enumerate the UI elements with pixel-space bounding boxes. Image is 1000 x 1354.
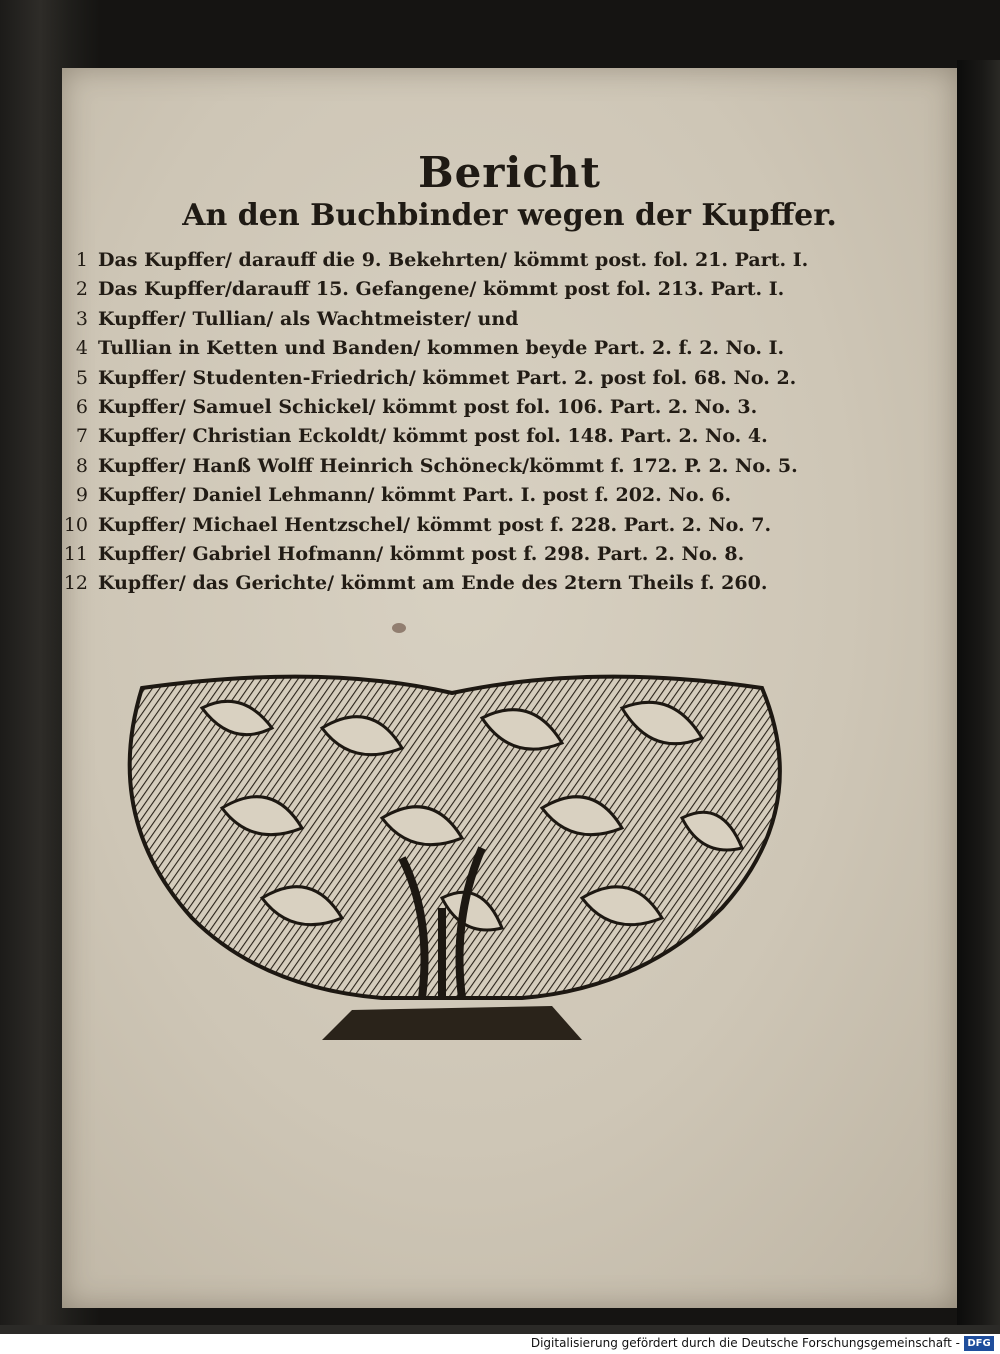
list-item (54, 305, 854, 334)
list-item (54, 540, 854, 569)
list-item (54, 334, 854, 363)
entry-number: 6 (75, 395, 88, 418)
entry-number: 4 (75, 337, 88, 360)
entry-number: 3 (75, 307, 88, 330)
list-item (54, 511, 854, 540)
dfg-logo: DFG (964, 1336, 994, 1351)
book-edge (957, 60, 1000, 1325)
entry-number: 9 (75, 484, 88, 507)
ink-blot (392, 623, 406, 633)
entry-number: 12 (63, 572, 88, 595)
entry-text: Tullian in Ketten und Banden/ kommen beyde Part. 2. f. 2. No. I. (98, 337, 785, 360)
list-item (54, 481, 854, 510)
entry-text: Kupffer/ Daniel Lehmann/ kömmt Part. I. post f. 202. No. 6. (98, 484, 732, 507)
plate-list (54, 246, 854, 599)
list-item (54, 569, 854, 598)
page-subtitle: An den Buchbinder wegen der Kupffer. (182, 198, 837, 233)
page-title: Bericht (418, 148, 601, 197)
entry-text: Kupffer/ Michael Hentzschel/ kömmt post f. 228. Part. 2. No. 7. (98, 513, 772, 536)
book-page (62, 68, 957, 1308)
entry-text: Kupffer/ Hanß Wolff Heinrich Schöneck/kömmt f. 172. P. 2. No. 5. (98, 454, 798, 477)
ornament-base (322, 1006, 582, 1040)
entry-text: Kupffer/ Christian Eckoldt/ kömmt post fol. 148. Part. 2. No. 4. (98, 425, 768, 448)
list-item (54, 275, 854, 304)
entry-number: 7 (75, 425, 88, 448)
entry-number: 8 (75, 454, 88, 477)
list-item (54, 452, 854, 481)
entry-text: Das Kupffer/ darauff die 9. Bekehrten/ kömmt post. fol. 21. Part. I. (98, 249, 809, 271)
foliage-ornament (122, 668, 782, 1068)
entry-text: Kupffer/ das Gerichte/ kömmt am Ende des 2tern Theils f. 260. (98, 572, 768, 595)
list-item (54, 393, 854, 422)
entry-text: Kupffer/ Studenten-Friedrich/ kömmet Part. 2. post fol. 68. No. 2. (98, 366, 797, 389)
list-item (54, 422, 854, 451)
entry-number: 5 (75, 366, 88, 389)
entry-text: Kupffer/ Gabriel Hofmann/ kömmt post f. 298. Part. 2. No. 8. (98, 542, 745, 565)
entry-number: 2 (75, 278, 88, 301)
entry-number: 11 (63, 542, 88, 565)
entry-text: Kupffer/ Samuel Schickel/ kömmt post fol. 106. Part. 2. No. 3. (98, 395, 758, 418)
list-item (54, 364, 854, 393)
funding-credit: Digitalisierung gefördert durch die Deutsche Forschungsgemeinschaft - (530, 1336, 960, 1350)
entry-number: 10 (63, 513, 88, 536)
footer-bar (0, 1334, 1000, 1354)
entry-text: Das Kupffer/darauff 15. Gefangene/ kömmt post fol. 213. Part. I. (98, 278, 785, 301)
entry-number: 1 (75, 249, 88, 271)
list-item (54, 246, 854, 275)
entry-text: Kupffer/ Tullian/ als Wachtmeister/ und (98, 307, 519, 330)
